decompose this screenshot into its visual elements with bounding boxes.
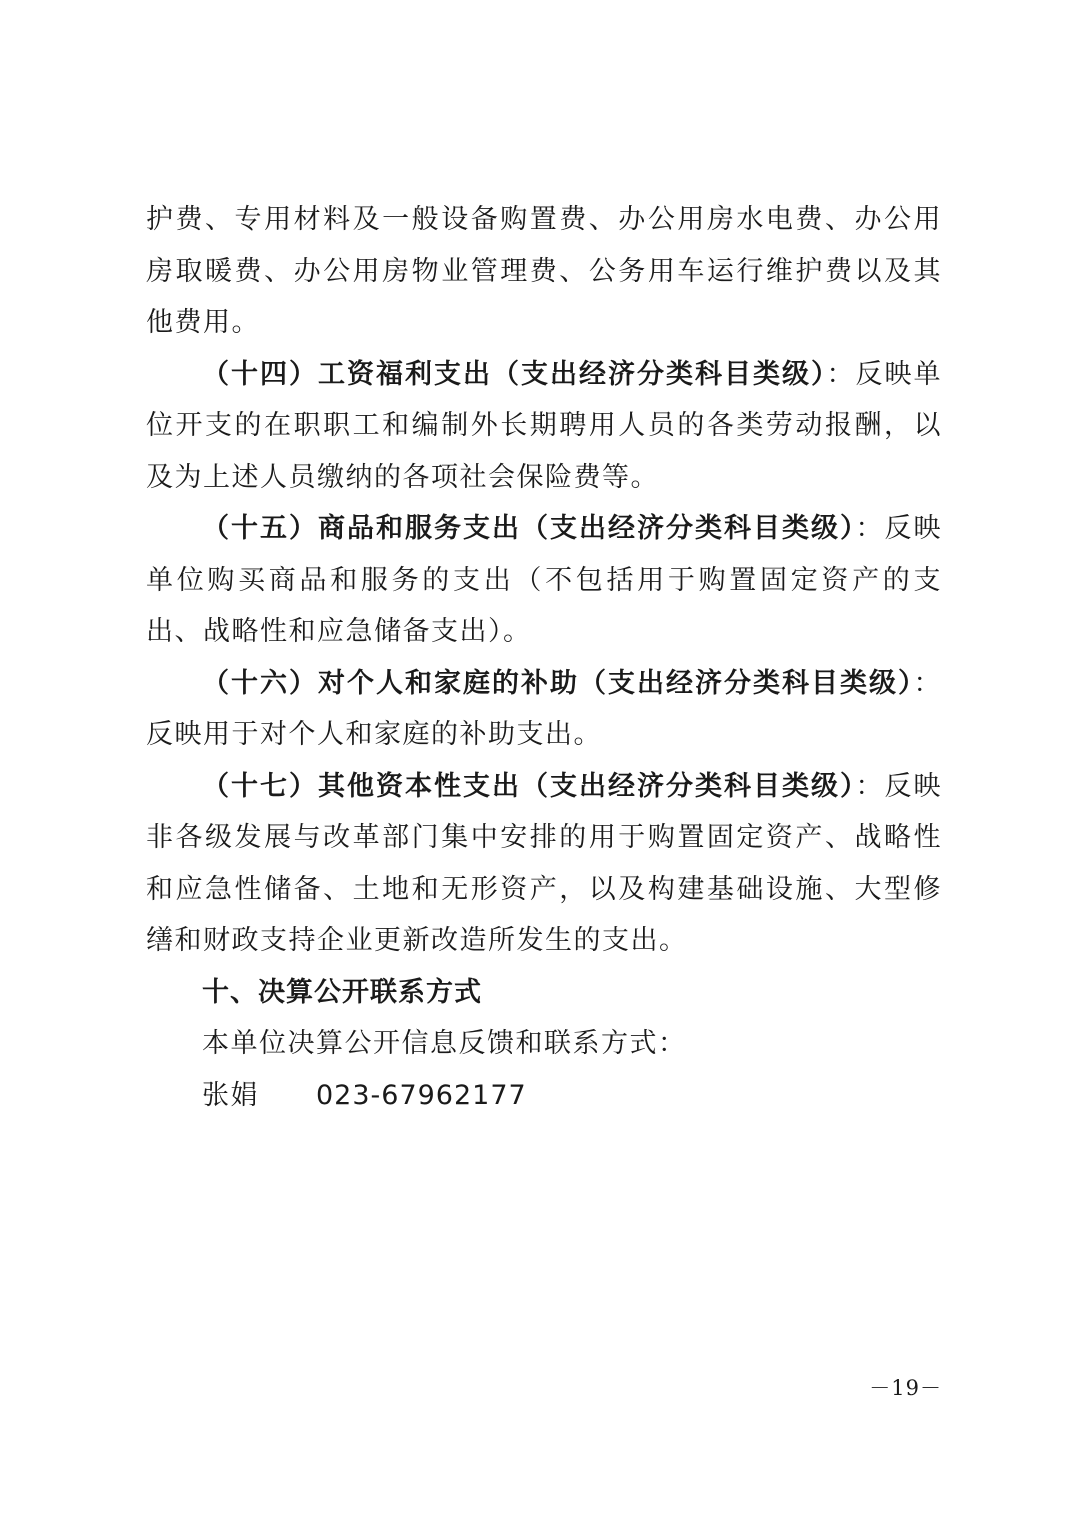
- document-body: [146, 194, 942, 1121]
- paragraph-text: ：反映单位购买商品和服务的支出（不包括用于购置固定资产的支出、战略性和应急储备支出）。: [146, 513, 942, 647]
- paragraph-text: ：反映用于对个人和家庭的补助支出。: [146, 667, 942, 750]
- contact-intro: 本单位决算公开信息反馈和联系方式：: [202, 1028, 687, 1059]
- paragraph-continuation: [146, 194, 942, 349]
- page-number: －19－: [869, 1376, 942, 1400]
- contact-name: 张娟: [202, 1079, 259, 1111]
- paragraph-capital-expenditure: [146, 761, 942, 967]
- paragraph-text: ：反映非各级发展与改革部门集中安排的用于购置固定资产、战略性和应急性储备、土地和无形资产，以及构建基础设施、大型修缮和财政支持企业更新改造所发生的支出。: [146, 770, 942, 956]
- paragraph-lead: （十七）其他资本性支出（支出经济分类科目类级）: [202, 770, 856, 802]
- paragraph-lead: （十四）工资福利支出（支出经济分类科目类级）: [202, 358, 827, 390]
- contact-phone: 023-67962177: [316, 1079, 527, 1111]
- paragraph-wages-benefits: [146, 349, 942, 504]
- paragraph-text: ：反映单位开支的在职职工和编制外长期聘用人员的各类劳动报酬，以及为上述人员缴纳的各项社会保险费等。: [146, 358, 942, 493]
- paragraph-goods-services: [146, 503, 942, 658]
- paragraph-lead: （十五）商品和服务支出（支出经济分类科目类级）: [202, 513, 856, 544]
- paragraph-lead: （十六）对个人和家庭的补助（支出经济分类科目类级）: [202, 667, 914, 699]
- contact-line: [146, 1070, 942, 1122]
- section-heading: 十、决算公开联系方式: [202, 976, 482, 1008]
- paragraph-household-subsidy: [146, 658, 942, 761]
- paragraph-text: 护费、专用材料及一般设备购置费、办公用房水电费、办公用房取暖费、办公用房物业管理费、公务用车运行维护费以及其他费用。: [146, 204, 942, 338]
